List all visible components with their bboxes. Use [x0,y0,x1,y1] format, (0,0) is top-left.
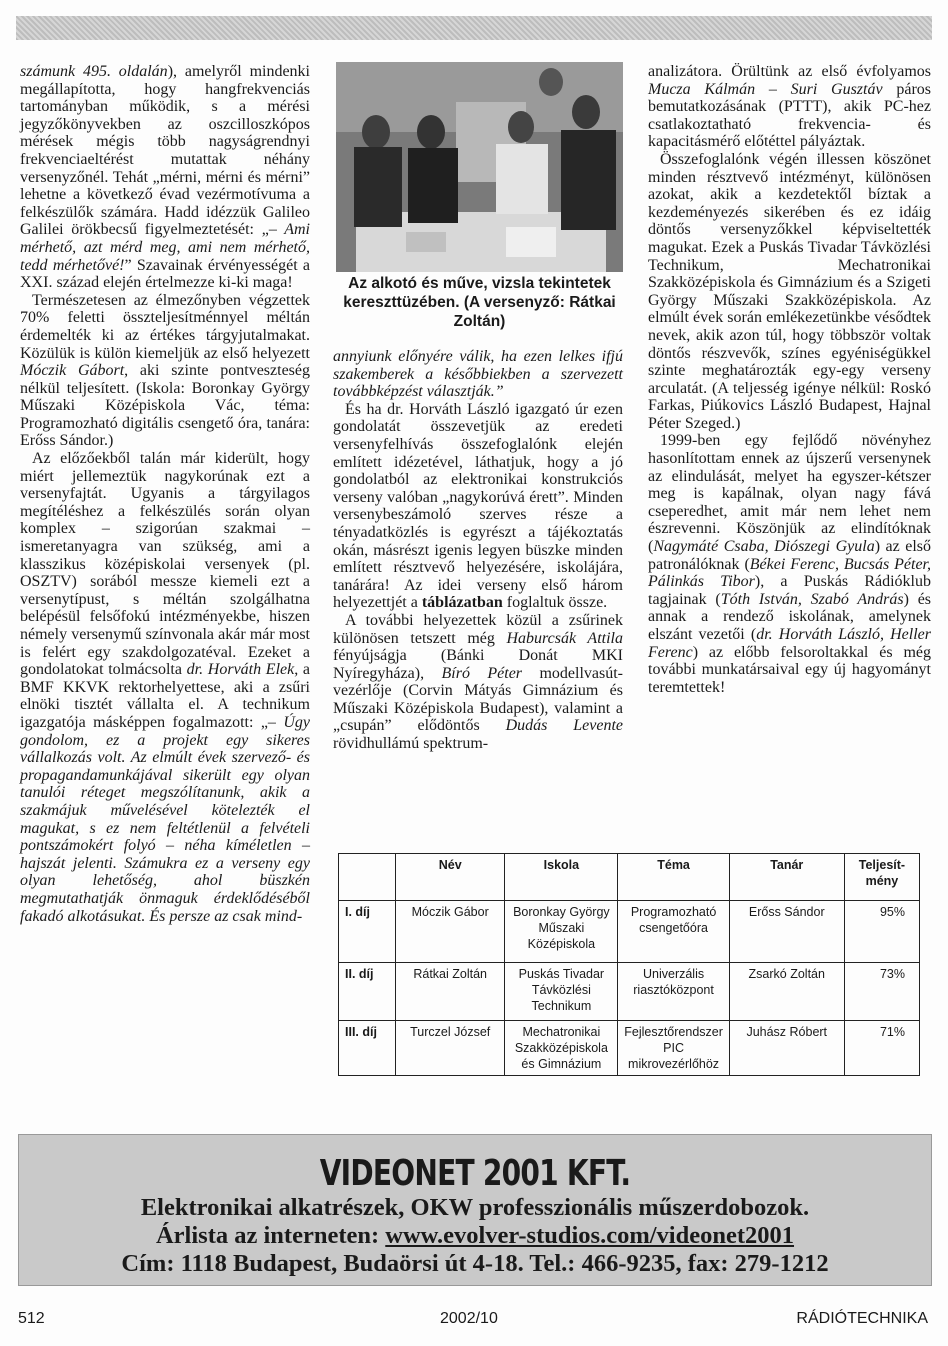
table-cell: Univerzális riasztóközpont [618,963,729,1021]
table-cell: Juhász Róbert [729,1021,844,1076]
page-number: 512 [18,1310,45,1327]
ad-address-line: Cím: 1118 Budapest, Budaörsi út 4-18. Tel.: 466-9235, fax: 279-1212 [121,1250,829,1277]
issue-number: 2002/10 [440,1310,498,1327]
table-header-cell: Teljesít- mény [844,854,919,901]
ad-company-name: VIDEONET 2001 KFT. [319,1153,631,1194]
table-row [339,901,920,963]
ad-pricelist-line [19,1222,931,1250]
table-cell: Erőss Sándor [729,901,844,963]
article-paragraph: És ha dr. Horváth László igazgató úr ezen gondolatát összevetjük az eredeti versenyfelhívás összefoglalónk elején említett idézetével, láthatjuk, hogy a jó gondolatból az elektronikai konstrukciós verseny valóban „nagykorúvá érett”. Minden versenybeszámoló szerves része a tényadatközlés is egyrészt a tájékoztatás okán, másrészt igenis legyen büszke minden említett résztvevő helyezésére, iskolájára, tanárára! Az idei verseny első három helyezettjét a táblázatban foglaltuk össze. [333,400,623,612]
table-cell: III. díj [339,1021,396,1076]
article-paragraph: 1999-ben egy fejlődő növényhez hasonlítottam ennek az újszerű versenynek az elindulását, melyet ha egyszer-kétszer meg is kapálnak, olyan nagy fává cseperedhet, amit már nem lehet nem észrevenni. Köszönjük az elindítóknak (Nagymáté Csaba, Diószegi Gyula) az első patronálóknak (Békei Ferenc, Bucsás Péter, Pálinkás Tibor), a Puskás Rádióklub tagjainak (Tóth István, Szabó András) és annak a rendező iskolának, amelynek elszánt vezetői (dr. Horváth László, Heller Ferenc) az előbb felsoroltakkal és még további munkatársaival egy új hagyományt teremtettek! [648,432,932,696]
table-cell: Fejlesztőrendszer PIC mikrovezérlőhöz [618,1021,729,1076]
table-cell: Rátkai Zoltán [396,963,505,1021]
table-cell: Programozható csengetőóra [618,901,729,963]
table-cell: Zsarkó Zoltán [729,963,844,1021]
article-paragraph: Az előzőekből talán már kiderült, hogy miért jellemeztük nagykorúnak ezt a versenyfajtát. Ugyanis a tárgyilagos megítéléshez a felkészülés során olyan komplex – szigorúan szakmai – ismeretanyagra van szükség, ami a klasszikus középiskolai versenyek (pl. OSZTV) sorából messze kiemeli ezt a versenytípust, s méltán szolgálhatna belépésül felsőfokú intézményekbe, hiszen némely versenymű színvonala akár már most is felért egy szakdolgozatéval. Ezeket a gondolatokat tolmácsolta dr. Horváth Elek, a BMF KKVK rektorhelyettese, aki a zsűri elnöki tisztét vállalta el. A technikum igazgatója másképpen fogalmazott: „– Úgy gondolom, ez a projekt egy sikeres vállalkozás volt. Az elmúlt évek szervező- és propagandamunkájával sikerült egy olyan tanulói réteget megszólítanunk, akik a szakmájuk művelésével kötelezték el magukat, s ez nem feltétlenül a felvételi pontszámokért folyó – néha kíméletlen – hajszát jelenti. Számukra ez a verseny egy olyan lehetőség, ahol büszkén megmutathatják önmaguk érdeklődéséből fakadó alkotásukat. És persze az csak mind- [20,450,310,925]
article-paragraph: annyiunk előnyére válik, ha ezen lelkes ifjú szakemberek a későbbiekben a szervezett továbbképzést választják.” [333,348,623,401]
magazine-name: RÁDIÓTECHNIKA [796,1310,928,1327]
article-photo [336,62,623,272]
article-column-2 [333,348,623,753]
table-header-row [339,854,920,901]
header-bar [16,16,932,40]
advertisement-box [18,1134,932,1286]
results-table [338,853,920,1076]
table-cell: I. díj [339,901,396,963]
table-header-cell: Iskola [505,854,618,901]
table-cell: Boronkay György Műszaki Középiskola [505,901,618,963]
table-cell: 73% [844,963,919,1021]
table-row [339,963,920,1021]
table-header-cell: Név [396,854,505,901]
article-column-1 [20,63,310,925]
table-cell: 71% [844,1021,919,1076]
article-paragraph: analizátora. Örültünk az első évfolyamos Mucza Kálmán – Suri Gusztáv páros bemutatkozásának (PTTT), akik PC-hez csatlakoztatható frekvencia- és kapacitásmérő előtéttel pályáztak. [648,63,932,151]
table-cell: Puskás Tivadar Távközlési Technikum [505,963,618,1021]
table-cell: Móczik Gábor [396,901,505,963]
ad-url-link[interactable]: www.evolver-studios.com/videonet2001 [385,1222,795,1249]
photo-caption: Az alkotó és műve, vizsla tekintetek kereszttüzében. (A versenyző: Rátkai Zoltán) [343,275,616,330]
table-row [339,1021,920,1076]
article-paragraph: Összefoglalónk végén illessen köszönet minden résztvevő intézményt, különösen azokat, akik a kezdetektől bíztak a kezdeményezés sikerében és ez idáig döntős versenyzőkkel képviseltették magukat. Ezek a Puskás Tivadar Távközlési Technikum, Mechatronikai Szakközépiskola és Gimnázium és a Szigeti György Műszaki Szakközépiskola. Az elmúlt évek során emlékezetünkbe vésődtek nevek, akik azon túl, hogy többször voltak döntős részvevők, színes egyéniségükkel szinte meghatározták egy-egy verseny arculatát. (A teljesség igénye nélkül: Roskó Farkas, Piúkovics László Budapest, Hajnal Péter Szeged.) [648,150,931,432]
table-header-cell: Tanár [729,854,844,901]
article-paragraph: számunk 495. oldalán), amelyről mindenki megállapította, hogy hangfrekvenciás tartományban működik, s a mérési jegyzőkönyvekben az oszcilloszkópos mérések mégis több nagyságrendnyi frekvenciaeltérést mutattak néhány versenyzőnél. Tehát „mérni, mérni és mérni” lehetne a következő évad vezérmotívuma a felkészülők számára. Hadd idézzük Galileo Galilei örökbecsű figyelmeztetését: „– Ami mérhető, azt mérd meg, ami nem mérhető, tedd mérhetővé!” Szavainak érvényességét a XXI. század elején értelmezze ki-ki maga! [20,63,311,292]
table-cell: Mechatronikai Szakközépiskola és Gimnázium [505,1021,618,1076]
ad-products-line: Elektronikai alkatrészek, OKW professzionális műszerdobozok. [140,1194,810,1221]
table-header-cell: Téma [618,854,729,901]
ad-pricelist-label: Árlista az interneten: [155,1222,380,1249]
table-cell: 95% [844,901,919,963]
table-cell: II. díj [339,963,396,1021]
article-paragraph: A további helyezettek közül a zsűrinek különösen tetszett még Haburcsák Attila fényújságja (Bánki Donát MKI Nyíregyháza), Bíró Péter modellvasút-vezérlője (Corvin Mátyás Gimnázium és Műszaki Középiskola Budapest), valamint a „csupán” elődöntős Dudás Levente rövidhullámú spektrum- [333,611,624,753]
table-header-cell [339,854,396,901]
article-paragraph: Természetesen az élmezőnyben végzettek 70% feletti összteljesítménnyel méltán érdemelték ki az értékes tárgyjutalmakat. Közülük is külön kiemeljük az első helyezett Móczik Gábort, aki szinte pontveszteség nélkül teljesített. (Iskola: Boronkay György Műszaki Középiskola Vác, téma: Programozható digitális csengető óra, tanára: Erőss Sándor.) [20,291,310,450]
table-cell: Turczel József [396,1021,505,1076]
article-column-3 [648,63,931,696]
